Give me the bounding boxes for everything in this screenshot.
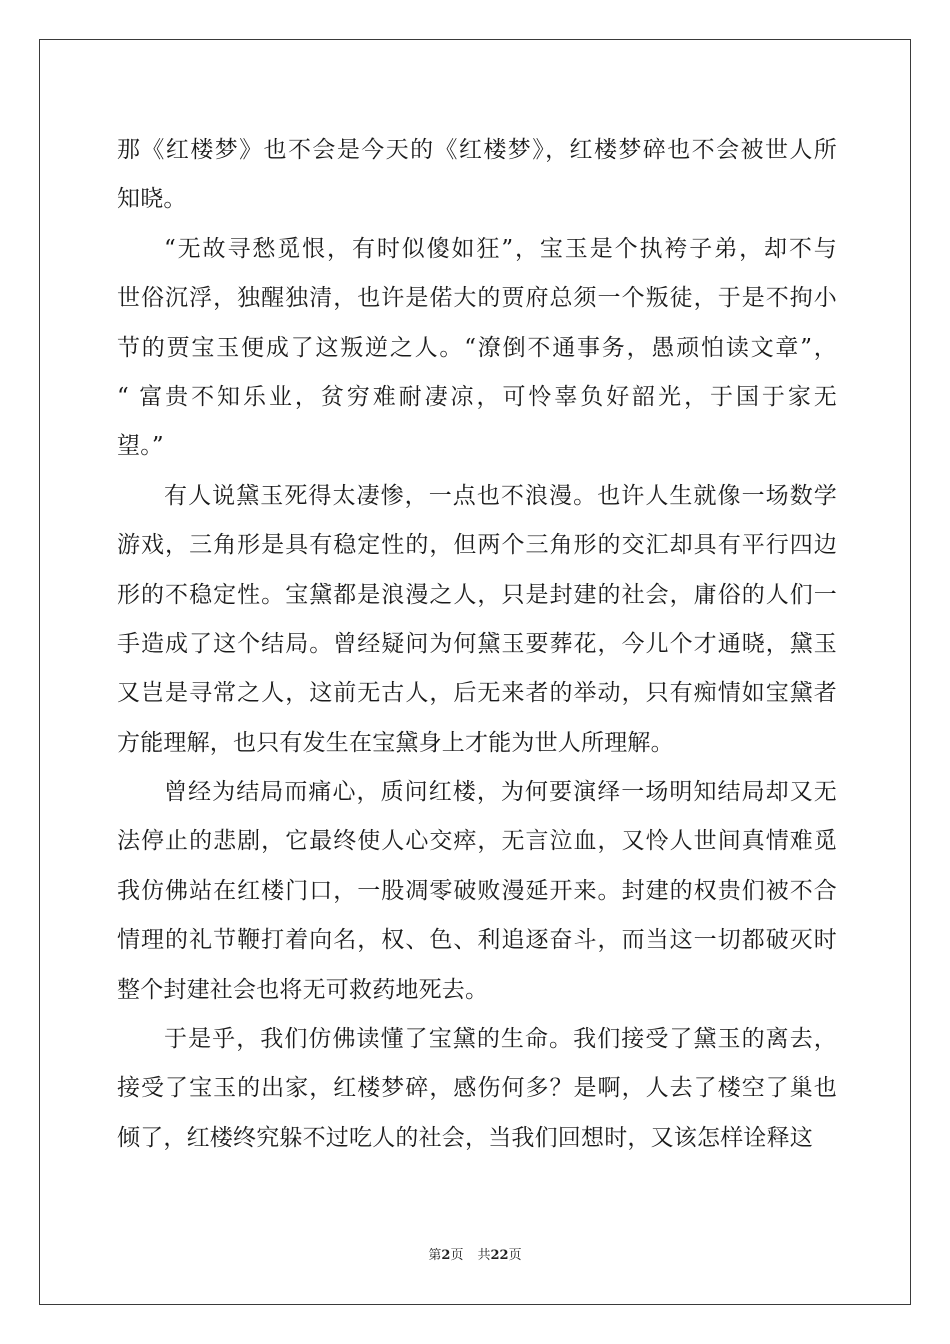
page-footer (0, 1246, 950, 1266)
text-line: “无故寻愁觅恨，有时似傻如狂”，宝玉是个执袴子弟，却不与 (164, 235, 837, 262)
text-line: 形的不稳定性。宝黛都是浪漫之人，只是封建的社会，庸俗的人们一 (117, 581, 837, 608)
text-line: 接受了宝玉的出家，红楼梦碎，感伤何多？是啊，人去了楼空了巢也 (117, 1075, 837, 1102)
text-line: 那《红楼梦》也不会是今天的《红楼梦》，红楼梦碎也不会被世人所 (117, 137, 837, 163)
document-body (117, 126, 837, 1163)
text-line: 法停止的悲剧，它最终使人心交瘁，无言泣血，又怜人世间真情难觅 (117, 828, 837, 855)
text-line: 方能理解，也只有发生在宝黛身上才能为世人所理解。 (117, 729, 674, 756)
text-line: 知晓。 (117, 186, 187, 213)
text-line: 世俗沉浮，独醒独清，也许是偌大的贾府总须一个叛徒，于是不拘小 (117, 285, 837, 312)
paragraph (117, 472, 837, 768)
text-line: 又岂是寻常之人，这前无古人，后无来者的举动，只有痴情如宝黛者 (117, 680, 837, 707)
text-line: 整个封建社会也将无可救药地死去。 (117, 976, 489, 1003)
text-line: 手造成了这个结局。曾经疑问为何黛玉要葬花，今儿个才通晓，黛玉 (117, 630, 837, 657)
paragraph (117, 225, 837, 472)
text-line: 情理的礼节鞭打着向名，权、色、利追逐奋斗，而当这一切都破灭时 (117, 927, 837, 954)
total-suffix: 页 (508, 1248, 522, 1263)
text-line: 我仿佛站在红楼门口，一股凋零破败漫延开来。封建的权贵们被不合 (117, 877, 837, 904)
text-line: 倾了，红楼终究躲不过吃人的社会，当我们回想时，又该怎样诠释这 (117, 1124, 813, 1151)
text-line: 有人说黛玉死得太凄惨，一点也不浪漫。也许人生就像一场数学 (164, 482, 837, 509)
page-prefix: 第 (428, 1248, 442, 1263)
text-line: 于是乎，我们仿佛读懂了宝黛的生命。我们接受了黛玉的离去， (164, 1026, 837, 1053)
text-line: “ 富贵不知乐业，贫穷难耐凄凉，可怜辜负好韶光，于国于家无 (117, 383, 837, 410)
text-line: 望。” (117, 433, 164, 460)
text-line: 曾经为结局而痛心，质问红楼，为何要演绎一场明知结局却又无 (164, 779, 837, 806)
text-line: 节的贾宝玉便成了这叛逆之人。“潦倒不通事务，愚顽怕读文章”， (117, 334, 837, 361)
page-number: 2 (441, 1248, 451, 1263)
page-suffix: 页 (450, 1248, 464, 1263)
text-line: 游戏，三角形是具有稳定性的，但两个三角形的交汇却具有平行四边 (117, 532, 837, 559)
paragraph (117, 126, 837, 225)
paragraph (117, 1015, 837, 1163)
total-pages: 22 (490, 1248, 509, 1263)
paragraph (117, 768, 837, 1015)
total-prefix: 共 (477, 1248, 491, 1263)
